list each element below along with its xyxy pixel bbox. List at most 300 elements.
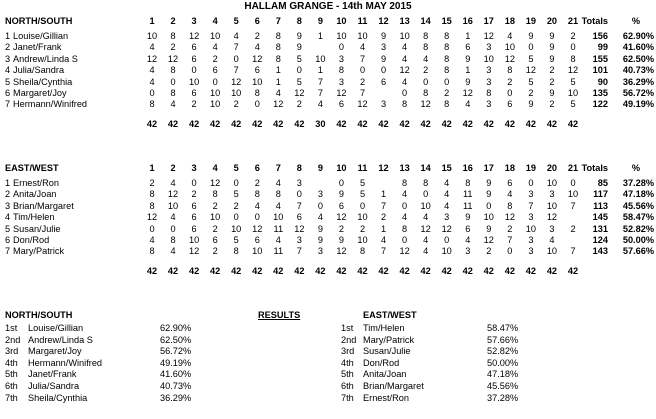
board-number: 14 [420,16,431,26]
score-cell: 0 [486,200,492,211]
score-cell: 10 [167,200,179,211]
board-top: 42 [294,265,305,276]
board-top: 30 [315,118,326,129]
board-number: 7 [275,16,281,26]
ew-name: Ernest/Ron [363,392,409,403]
board-number: 21 [567,16,579,26]
score-cell: 0 [233,53,239,64]
score-cell: 9 [338,235,344,245]
score-cell: 0 [233,178,239,188]
score-cell: 6 [191,200,197,211]
score-cell: 4 [233,31,239,41]
results-ns-heading: NORTH/SOUTH [5,310,73,320]
score-cell: 0 [233,212,239,223]
score-cell: 3 [465,246,471,257]
score-cell: 2 [380,212,387,223]
score-cell: 8 [254,189,260,200]
score-cell: 7 [317,88,323,98]
table-row [0,99,656,110]
board-number: 3 [191,16,197,26]
section-heading: EAST/WEST [5,163,59,173]
score-cell: 3 [486,42,492,53]
board-number: 10 [336,163,347,173]
score-cell: 0 [254,212,260,223]
table-header-row [0,163,656,174]
score-cell: 4 [402,212,408,223]
board-number: 20 [546,16,558,26]
score-cell: 6 [380,76,387,87]
board-top: 42 [210,265,221,276]
score-cell: 10 [210,88,221,98]
score-cell: 12 [146,53,158,64]
pair-number: 3 [5,53,11,64]
pair-total: 85 [597,178,608,188]
ew-place: 1st [341,323,354,333]
pair-percent: 45.56% [622,200,654,211]
board-number: 15 [441,16,452,26]
score-cell: 2 [507,76,513,87]
score-cell: 10 [546,200,558,211]
score-cell: 6 [338,99,344,110]
score-cell: 0 [570,178,576,188]
pair-number: 6 [5,235,11,245]
score-cell: 0 [423,76,429,87]
score-cell: 2 [359,223,366,234]
score-cell: 2 [549,65,555,76]
score-cell: 2 [212,53,218,64]
ns-place: 7th [5,392,18,403]
score-cell: 0 [402,88,408,98]
score-cell: 9 [380,53,387,64]
score-cell: 8 [170,88,176,98]
score-cell: 8 [149,200,155,211]
score-cell: 5 [359,178,366,188]
result-row [0,323,656,334]
pair-number: 4 [5,212,11,223]
score-cell: 4 [149,76,155,87]
board-number: 16 [462,163,473,173]
score-cell: 5 [528,76,534,87]
score-cell: 10 [399,31,410,41]
score-cell: 10 [146,31,158,41]
board-number: 9 [317,16,323,26]
pair-total: 145 [592,212,608,223]
score-cell: 8 [338,65,344,76]
ns-place: 3rd [5,346,19,357]
score-cell: 9 [465,76,471,87]
pair-number: 2 [5,189,11,200]
score-cell: 1 [465,65,471,76]
score-cell: 5 [233,189,239,200]
score-cell: 2 [212,200,218,211]
score-cell: 6 [191,42,197,53]
score-cell: 4 [423,246,429,257]
board-number: 19 [525,163,536,173]
score-cell: 8 [444,53,450,64]
ns-name: Andrew/Linda S [28,334,93,345]
score-cell: 4 [465,235,471,245]
score-cell: 5 [359,189,366,200]
score-cell: 4 [549,235,555,245]
score-cell: 4 [444,189,450,200]
score-cell: 12 [188,31,200,41]
score-cell: 6 [254,65,260,76]
score-cell: 0 [423,189,429,200]
board-number: 2 [170,163,176,173]
pair-name: Janet/Frank [13,42,62,53]
totals-heading: Totals [581,163,608,173]
score-cell: 3 [296,235,302,245]
results-header-row [0,310,656,321]
table-row [0,42,656,53]
ew-name: Brian/Margaret [363,381,424,391]
score-cell: 9 [317,223,323,234]
score-cell: 12 [567,65,579,76]
score-cell: 8 [402,223,408,234]
pair-percent: 57.66% [622,246,654,257]
score-cell: 3 [528,189,534,200]
score-cell: 10 [188,235,200,245]
board-number: 1 [149,163,155,173]
board-top: 42 [273,265,284,276]
score-cell: 2 [423,65,429,76]
ns-percent: 41.60% [160,369,192,380]
board-top: 42 [146,265,158,276]
board-top: 42 [504,265,515,276]
result-row [0,335,656,346]
ns-place: 5th [5,369,18,380]
pair-total: 101 [592,65,608,76]
board-top: 42 [336,265,347,276]
table-row [0,235,656,246]
score-cell: 7 [296,246,302,257]
board-number: 9 [317,163,323,173]
score-cell: 2 [296,99,302,110]
board-number: 13 [399,163,410,173]
score-cell: 3 [338,76,344,87]
score-cell: 0 [444,235,450,245]
pair-total: 155 [592,53,608,64]
score-cell: 0 [149,88,155,98]
percent-heading: % [631,16,640,26]
score-cell: 8 [359,246,366,257]
board-number: 2 [170,16,176,26]
score-cell: 6 [191,223,197,234]
score-cell: 10 [504,42,515,53]
ns-name: Sheila/Cynthia [28,392,88,403]
score-cell: 4 [402,42,408,53]
board-top: 42 [483,265,494,276]
board-number: 17 [483,163,494,173]
score-cell: 10 [546,178,558,188]
score-cell: 3 [444,212,450,223]
score-cell: 4 [275,235,281,245]
score-cell: 4 [212,42,218,53]
pair-number: 1 [5,178,11,188]
score-cell: 8 [423,31,429,41]
score-cell: 12 [336,246,347,257]
score-cell: 8 [486,88,492,98]
ew-percent: 50.00% [487,357,519,368]
score-cell: 9 [465,53,471,64]
score-cell: 9 [528,31,534,41]
ew-name: Tim/Helen [363,323,405,333]
pair-total: 124 [592,235,608,245]
score-cell: 9 [549,53,555,64]
board-top: 42 [336,118,347,129]
score-cell: 1 [380,189,387,200]
score-cell: 12 [188,246,200,257]
table-row [0,212,656,223]
board-number: 16 [462,16,473,26]
score-cell: 4 [402,189,408,200]
score-cell: 10 [210,99,221,110]
score-cell: 6 [338,200,344,211]
ns-percent: 36.29% [160,392,192,403]
score-cell: 12 [294,223,305,234]
ns-name: Janet/Frank [28,369,77,380]
ns-percent: 56.72% [160,346,192,357]
pair-name: Hermann/Winifred [13,99,88,110]
board-number: 5 [233,16,239,26]
score-cell: 2 [191,189,197,200]
score-cell: 12 [525,65,536,76]
pair-percent: 50.00% [622,235,654,245]
score-cell: 2 [149,178,155,188]
score-cell: 4 [170,178,176,188]
score-cell: 10 [441,246,452,257]
score-cell: 2 [486,246,492,257]
score-cell: 8 [170,31,176,41]
score-cell: 12 [273,99,284,110]
score-cell: 10 [252,76,263,87]
score-cell: 12 [483,235,494,245]
score-cell: 4 [275,178,281,188]
score-cell: 5 [570,99,576,110]
board-top: 42 [378,118,389,129]
ew-percent: 57.66% [487,334,519,345]
score-cell: 2 [549,99,555,110]
ew-percent: 37.28% [487,392,519,403]
board-top: 42 [252,118,263,129]
score-cell: 4 [380,235,387,245]
score-cell: 2 [254,31,260,41]
score-cell: 10 [483,212,494,223]
ew-percent: 52.82% [487,346,519,357]
score-cell: 3 [528,212,534,223]
board-number: 10 [336,16,347,26]
score-cell: 6 [465,223,471,234]
score-cell: 4 [275,200,281,211]
board-top: 42 [315,265,326,276]
pair-percent: 47.18% [622,189,654,200]
score-cell: 8 [254,88,260,98]
ns-name: Margaret/Joy [28,346,82,357]
score-cell: 4 [149,42,155,53]
score-cell: 3 [317,189,323,200]
ns-place: 6th [5,381,18,391]
section-heading: NORTH/SOUTH [5,16,73,26]
board-number: 5 [233,163,239,173]
score-cell: 0 [528,178,534,188]
score-cell: 0 [402,235,408,245]
score-cell: 7 [570,246,576,257]
score-cell: 8 [149,246,155,257]
score-cell: 1 [465,31,471,41]
ns-percent: 40.73% [160,381,192,391]
score-cell: 7 [570,200,576,211]
score-cell: 1 [380,223,387,234]
score-cell: 5 [570,76,576,87]
score-cell: 0 [359,65,366,76]
score-cell: 4 [423,53,429,64]
pair-percent: 62.50% [622,53,654,64]
board-top: 42 [525,265,536,276]
pair-number: 5 [5,76,11,87]
board-top: 42 [252,265,263,276]
score-cell: 6 [507,178,513,188]
score-cell: 0 [359,200,366,211]
board-top: 42 [146,118,158,129]
score-cell: 12 [210,178,221,188]
score-cell: 8 [423,42,429,53]
score-cell: 10 [546,246,558,257]
result-row [0,369,656,380]
table-row [0,88,656,99]
score-cell: 10 [420,200,431,211]
result-row [0,393,656,404]
score-cell: 12 [420,223,431,234]
ew-place: 6th [341,381,354,391]
ew-place: 4th [341,357,354,368]
board-top: 42 [167,265,179,276]
ew-place: 2nd [341,334,357,345]
score-cell: 0 [444,76,450,87]
pair-percent: 52.82% [622,223,654,234]
score-cell: 2 [359,76,366,87]
ns-percent: 62.50% [160,334,192,345]
table-row [0,54,656,65]
board-top: 42 [357,118,368,129]
score-cell: 4 [507,189,513,200]
score-cell: 10 [231,223,242,234]
board-number: 6 [254,163,260,173]
pair-name: Anita/Joan [13,189,57,200]
table-row [0,201,656,212]
score-cell: 7 [380,246,387,257]
score-cell: 0 [338,178,344,188]
board-top: 42 [420,118,431,129]
board-number: 21 [567,163,579,173]
score-cell: 0 [212,76,218,87]
score-cell: 3 [338,53,344,64]
ns-name: Louise/Gillian [28,323,84,333]
score-cell: 10 [315,53,326,64]
score-cell: 0 [296,189,302,200]
page-title: HALLAM GRANGE - 14th MAY 2015 [244,1,412,12]
score-cell: 0 [507,246,513,257]
score-cell: 11 [273,246,284,257]
pair-total: 99 [597,42,608,53]
pair-name: Brian/Margaret [13,200,74,211]
board-number: 13 [399,16,410,26]
score-cell: 9 [549,42,555,53]
score-cell: 8 [423,178,429,188]
score-cell: 10 [567,88,579,98]
score-cell: 3 [528,246,534,257]
score-cell: 3 [380,99,387,110]
board-number: 11 [357,16,368,26]
score-cell: 4 [170,99,176,110]
score-cell: 0 [149,223,155,234]
score-cell: 10 [210,31,221,41]
score-cell: 10 [231,88,242,98]
score-cell: 8 [507,200,513,211]
board-top: 42 [188,265,200,276]
score-cell: 12 [504,53,515,64]
score-cell: 8 [423,88,429,98]
score-cell: 10 [188,76,200,87]
board-number: 18 [504,16,515,26]
board-top: 42 [420,265,431,276]
pair-percent: 37.28% [622,178,654,188]
score-cell: 4 [402,76,408,87]
score-cell: 1 [275,76,281,87]
pair-name: Louise/Gillian [13,31,69,41]
board-number: 1 [149,16,155,26]
score-cell: 4 [423,235,429,245]
score-cell: 0 [570,42,576,53]
board-top: 42 [188,118,200,129]
score-cell: 9 [486,189,492,200]
board-top: 42 [546,118,558,129]
score-cell: 8 [444,65,450,76]
board-top: 42 [504,118,515,129]
ew-percent: 45.56% [487,381,519,391]
score-cell: 2 [570,223,576,234]
pair-percent: 40.73% [622,65,654,76]
score-cell: 2 [338,223,344,234]
score-cell: 1 [275,65,281,76]
score-cell: 9 [338,189,344,200]
score-cell: 4 [402,53,408,64]
board-top: 42 [567,265,579,276]
score-cell: 6 [212,65,218,76]
score-cell: 4 [149,65,155,76]
pair-number: 3 [5,200,11,211]
score-cell: 4 [444,178,450,188]
score-cell: 3 [486,76,492,87]
score-cell: 12 [146,212,158,223]
board-top: 42 [462,265,473,276]
score-cell: 9 [528,99,534,110]
score-cell: 9 [486,178,492,188]
score-cell: 2 [254,178,260,188]
score-cell: 9 [486,223,492,234]
score-cell: 9 [549,88,555,98]
table-row [0,246,656,257]
score-cell: 7 [317,76,323,87]
ns-place: 4th [5,357,18,368]
score-cell: 6 [191,212,197,223]
score-cell: 0 [528,42,534,53]
board-number: 6 [254,16,260,26]
ew-name: Mary/Patrick [363,334,415,345]
score-cell: 2 [528,88,534,98]
score-cell: 6 [254,235,260,245]
ns-name: Hermann/Winifred [28,357,103,368]
ew-percent: 58.47% [487,323,519,333]
